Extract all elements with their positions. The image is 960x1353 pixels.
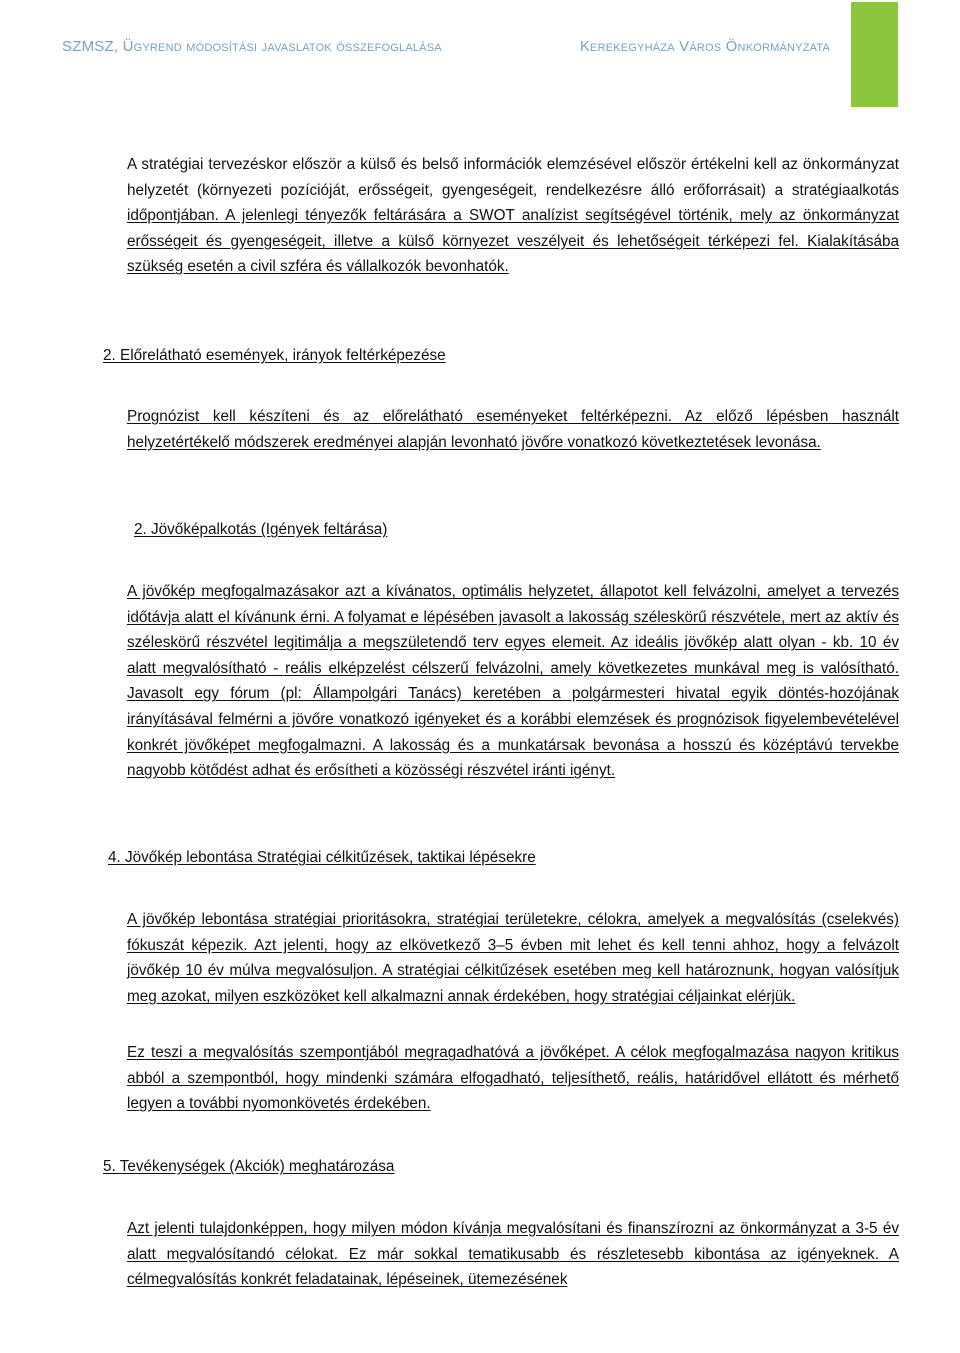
header-organization-name: Kerekegyháza Város Önkormányzata: [579, 38, 830, 55]
green-accent-bar: [851, 2, 898, 107]
paragraph-prognosis: Prognózist kell készíteni és az előrelátható eseményeket feltérképezni. Az előző lépésben használt helyzetértékelő módszerek eredményei alapján levonható jövőre vonatkozó következtetések levonása.: [127, 408, 899, 451]
paragraph-actions: Azt jelenti tulajdonképpen, hogy milyen módon kívánja megvalósítani és finanszírozni az önkormányzat a 3-5 év alatt megvalósítandó célokat. Ez már sokkal tematikusabb és részletesebb kibontása az igényeknek. A célmegvalósítás konkrét feladatainak, lépéseinek, ütemezésének: [127, 1220, 899, 1289]
section-heading-vision: 2. Jövőképalkotás (Igények feltárása): [134, 521, 388, 538]
section-heading-actions: 5. Tevékenységek (Akciók) meghatározása: [103, 1158, 395, 1175]
paragraph-vision-breakdown: A jövőkép lebontása stratégiai prioritásokra, stratégiai területekre, célokra, amelyek a megvalósítás (cselekvés) fókuszát képezik. Azt jelenti, hogy az elkövetkező 3–5 évben mit lehet és kell tenni ahhoz, hogy a felvázolt jövőkép 10 év múlva megvalósuljon. A stratégiai célkitűzések esetében meg kell határoznunk, hogyan valósítjuk meg azokat, milyen eszközöket kell alkalmazni annak érdekében, hogy stratégiai céljainkat elérjük.: [127, 911, 899, 1005]
paragraph-strategic-planning: [127, 152, 899, 280]
header-document-title: SZMSZ, Ügyrend módosítási javaslatok összefoglalása: [62, 38, 442, 55]
paragraph-goals: Ez teszi a megvalósítás szempontjából megragadhatóvá a jövőképet. A célok megfogalmazása nagyon kritikus abból a szempontból, hogy mindenki számára elfogadható, teljesíthető, reális, határidővel ellátott és mérhető legyen a további nyomonkövetés érdekében.: [127, 1044, 899, 1113]
paragraph-text-plain: A stratégiai tervezéskor először a külső és belső információk elemzésével először értékelni kell az önkormányzat helyzetét (környezeti pozícióját, erősségeit, gyengeségeit, rendelkezésre álló erőforrásait) a stratégiaalkotás: [127, 156, 899, 199]
paragraph-vision: A jövőkép megfogalmazásakor azt a kívánatos, optimális helyzetet, állapotot kell felvázolni, amelyet a tervezés időtávja alatt el kívánunk érni. A folyamat e lépésében javasolt a lakosság széleskörű részvétele, mert az aktív és széleskörű részvétel legitimálja a megszületendő terv egyes elemeit. Az ideális jövőkép alatt olyan - kb. 10 év alatt megvalósítható - reális elképzelést célszerű felvázolni, amely következetes munkával meg is valósítható. Javasolt egy fórum (pl: Állampolgári Tanács) keretében a polgármesteri hivatal egyik döntés-hozójának irányításával felmérni a jövőre vonatkozó igényeket és a korábbi elemzések és prognózisok figyelembevételével konkrét jövőképet megfogalmazni. A lakosság és a munkatársak bevonása a hosszú és középtávú tervekbe nagyobb kötődést adhat és erősítheti a közösségi részvétel iránti igényt.: [127, 583, 899, 780]
section-heading-vision-breakdown: 4. Jövőkép lebontása Stratégiai célkitűzések, taktikai lépésekre: [108, 849, 536, 866]
paragraph-text-underlined: időpontjában. A jelenlegi tényezők feltárására a SWOT analízist segítségével történik, mely az önkormányzat erősségeit és gyengeségeit, illetve a külső környezet veszélyeit és lehetőségeit térképezi fel. Kialakításába szükség esetén a civil szféra és vállalkozók bevonhatók.: [127, 207, 899, 276]
section-heading-events: 2. Előrelátható események, irányok feltérképezése: [103, 347, 446, 364]
